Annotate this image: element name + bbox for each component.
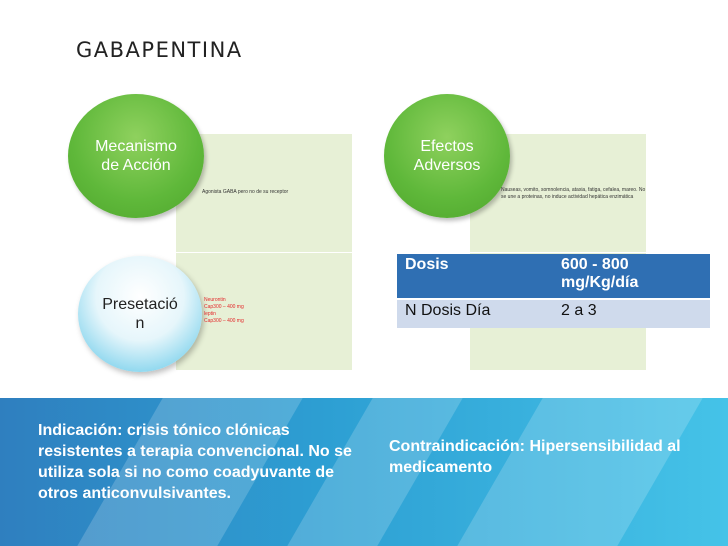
table-cell: Dosis [397, 254, 553, 299]
table-row [397, 299, 710, 328]
presentation-label: Presetació n [102, 296, 178, 332]
indication-text: Indicación: crisis tónico clónicas resistentes a terapia convencional. No se utiliza sola si no como coadyuvante de otros anticonvulsivantes. [38, 422, 352, 502]
table-cell: 600 - 800 mg/Kg/día [553, 254, 710, 299]
contraindication-text: Contraindicación: Hipersensibilidad al medicamento [389, 438, 681, 476]
effects-label: Efectos Adversos [413, 138, 481, 174]
table-cell: 2 a 3 [553, 299, 710, 328]
slide-title: GABAPENTINA [76, 38, 243, 62]
presentation-line: Neurontin [204, 297, 226, 303]
presentation-circle [78, 256, 202, 372]
presentation-line: Cap300 – 400 mg [204, 318, 244, 324]
effects-text: Nauseas, vomito, somnolencia, ataxia, fatiga, cefalea, mareo. No se une a proteinas, no induce actividad hepática enzimática [501, 187, 646, 200]
mechanism-circle [68, 94, 204, 218]
presentation-line: leptin [204, 311, 216, 317]
panel-divider [176, 252, 352, 253]
panel-divider [470, 252, 646, 253]
effects-circle [384, 94, 510, 218]
mechanism-text: Agonista GABA pero no de su receptor [202, 189, 289, 195]
presentation-line: Cap300 – 400 mg [204, 304, 244, 310]
table-row [397, 254, 710, 299]
mechanism-label: Mecanismo de Acción [95, 138, 177, 174]
dosage-table [397, 254, 710, 328]
table-cell: N Dosis Día [397, 299, 553, 328]
